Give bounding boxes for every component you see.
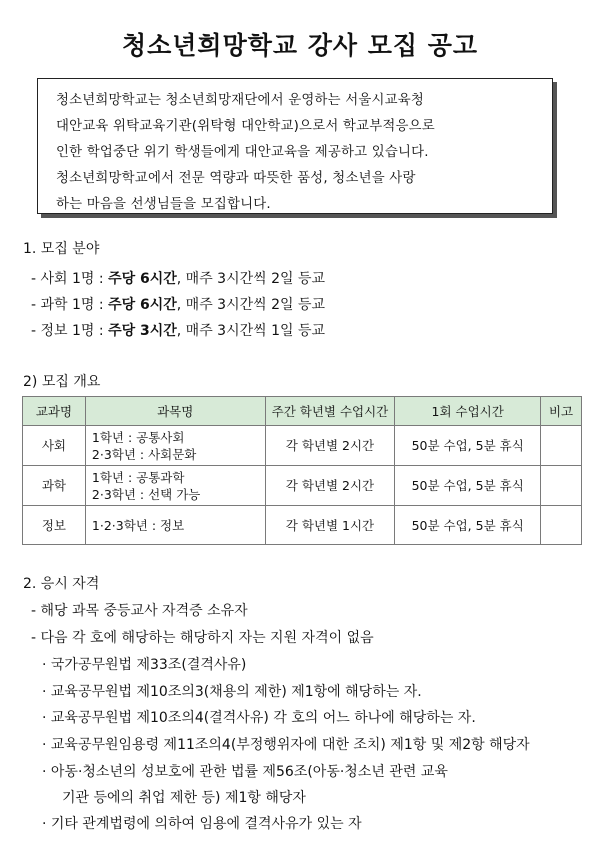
note-cell bbox=[541, 426, 582, 466]
column-header: 교과명 bbox=[23, 397, 86, 426]
note-cell bbox=[541, 466, 582, 506]
column-header: 비고 bbox=[541, 397, 582, 426]
intro-line: 하는 마음을 선생님들을 모집합니다. bbox=[56, 197, 271, 212]
session-time-cell: 50분 수업, 5분 휴식 bbox=[395, 506, 541, 545]
weekly-hours-cell: 각 학년별 2시간 bbox=[265, 426, 395, 466]
intro-line: 청소년희망학교는 청소년희망재단에서 운영하는 서울시교육청 bbox=[56, 93, 425, 108]
recruit-item-prefix: - 과학 1명 : bbox=[31, 297, 109, 313]
disqualification-item: · 국가공무원법 제33조(결격사유) bbox=[42, 657, 247, 673]
recruit-item-hours: 주당 6시간 bbox=[108, 271, 177, 287]
course-line: 2·3학년 : 선택 가능 bbox=[91, 486, 201, 502]
table-row bbox=[23, 466, 582, 506]
session-time-cell: 50분 수업, 5분 휴식 bbox=[395, 426, 541, 466]
column-header: 과목명 bbox=[85, 397, 265, 426]
intro-line: 대안교육 위탁교육기관(위탁형 대안학교)으로서 학교부적응으로 bbox=[56, 119, 435, 134]
recruit-item-hours: 주당 3시간 bbox=[108, 323, 177, 339]
qualification-bullet: - 해당 과목 중등교사 자격증 소유자 bbox=[31, 603, 248, 619]
recruit-item-suffix: , 매주 3시간씩 2일 등교 bbox=[176, 297, 326, 313]
intro-box bbox=[37, 78, 553, 214]
recruit-item-prefix: - 사회 1명 : bbox=[31, 271, 109, 287]
recruit-item-science bbox=[31, 294, 325, 314]
disqualification-item: · 교육공무원법 제10조의3(채용의 제한) 제1항에 해당하는 자. bbox=[42, 684, 422, 700]
disqualification-item: · 기타 관계법령에 의하여 임용에 결격사유가 있는 자 bbox=[42, 816, 362, 832]
qualification-bullet: - 다음 각 호에 해당하는 해당하지 자는 지원 자격이 없음 bbox=[31, 630, 374, 646]
intro-line: 청소년희망학교에서 전문 역량과 따뜻한 품성, 청소년을 사랑 bbox=[56, 171, 416, 186]
course-line: 2·3학년 : 사회문화 bbox=[91, 446, 197, 462]
disqualification-item: · 아동·청소년의 성보호에 관한 법률 제56조(아동·청소년 관련 교육 bbox=[42, 764, 448, 780]
page-title: 청소년희망학교 강사 모집 공고 bbox=[121, 31, 479, 60]
recruit-item-hours: 주당 6시간 bbox=[108, 297, 177, 313]
table-header-row bbox=[23, 397, 582, 426]
disqualification-item: · 교육공무원법 제10조의4(결격사유) 각 호의 어느 하나에 해당하는 자. bbox=[42, 710, 476, 726]
course-line: 1학년 : 공통과학 bbox=[91, 469, 185, 485]
weekly-hours-cell: 각 학년별 2시간 bbox=[265, 466, 395, 506]
section-heading-qualifications: 2. 응시 자격 bbox=[23, 576, 100, 592]
subject-cell: 사회 bbox=[23, 426, 86, 466]
table-row bbox=[23, 506, 582, 545]
disqualification-item: · 교육공무원임용령 제11조의4(부정행위자에 대한 조치) 제1항 및 제2항 해당자 bbox=[42, 737, 530, 753]
overview-table bbox=[22, 396, 582, 545]
session-time-cell: 50분 수업, 5분 휴식 bbox=[395, 466, 541, 506]
column-header: 1회 수업시간 bbox=[395, 397, 541, 426]
column-header: 주간 학년별 수업시간 bbox=[265, 397, 395, 426]
recruit-item-social bbox=[31, 268, 325, 288]
recruit-item-suffix: , 매주 3시간씩 2일 등교 bbox=[176, 271, 326, 287]
weekly-hours-cell: 각 학년별 1시간 bbox=[265, 506, 395, 545]
course-cell bbox=[85, 426, 265, 466]
recruit-item-prefix: - 정보 1명 : bbox=[31, 323, 109, 339]
course-cell bbox=[85, 466, 265, 506]
subject-cell: 정보 bbox=[23, 506, 86, 545]
table-row bbox=[23, 426, 582, 466]
section-heading-overview: 2) 모집 개요 bbox=[23, 374, 101, 390]
recruit-item-suffix: , 매주 3시간씩 1일 등교 bbox=[176, 323, 326, 339]
disqualification-item-continuation: 기관 등에의 취업 제한 등) 제1항 해당자 bbox=[62, 790, 306, 806]
course-line: 1학년 : 공통사회 bbox=[91, 429, 185, 445]
recruit-item-info bbox=[31, 320, 325, 340]
section-heading-recruit-fields: 1. 모집 분야 bbox=[23, 241, 100, 257]
note-cell bbox=[541, 506, 582, 545]
subject-cell: 과학 bbox=[23, 466, 86, 506]
course-cell: 1·2·3학년 : 정보 bbox=[85, 506, 265, 545]
intro-line: 인한 학업중단 위기 학생들에게 대안교육을 제공하고 있습니다. bbox=[56, 145, 429, 160]
